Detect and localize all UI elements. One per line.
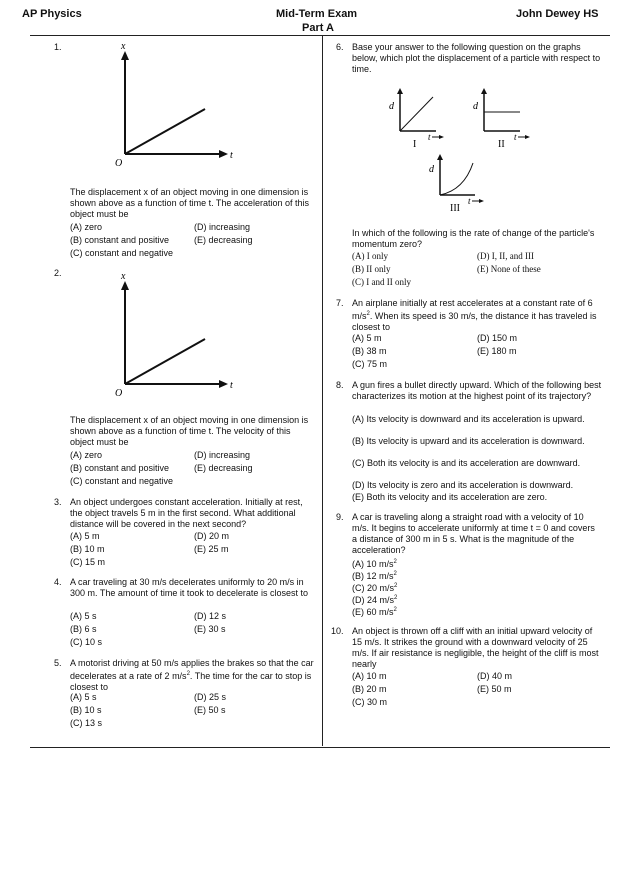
arrow-right-icon [219,150,228,158]
q9-option-a[interactable]: (A) 10 $m/s^2$ [352,559,397,569]
q7-option-e[interactable]: (E) 180 m [477,346,517,356]
q7-option-a[interactable]: (A) 5 m [352,333,382,343]
q6-option-c[interactable]: (C) I and II only [352,277,411,287]
q8-option-b[interactable]: (B) Its velocity is upward and its acceleration is downward. [352,436,585,446]
q8-text: A gun fires a bullet directly upward. Which of the following best characterizes its motion at the highest point of its trajectory? [352,380,602,401]
graph-label-iii: III [450,203,460,214]
q6-graphs [380,80,550,215]
q9-number: 9. [336,512,344,522]
q4-number: 4. [54,577,62,587]
q7-number: 7. [336,298,344,308]
q9-option-c[interactable]: (C) 20 $m/s^2$ [352,583,398,593]
q7-option-b[interactable]: (B) 38 m [352,346,387,356]
origin-label: O [115,388,123,397]
axis-label-t: t [428,132,431,142]
q4-option-e[interactable]: (E) 30 s [194,624,226,634]
q3-option-c[interactable]: (C) 15 m [70,557,106,567]
origin-label: O [115,158,123,167]
q10-option-e[interactable]: (E) 50 m [477,684,512,694]
q3-number: 3. [54,497,62,507]
q5-option-a[interactable]: (A) 5 s [70,692,97,702]
q2-text: The displacement x of an object moving in one dimension is shown above as a function of time t. The velocity of this object must be [70,415,309,447]
q9-option-b[interactable]: (B) 12 $m/s^2$ [352,571,397,581]
q1-option-d[interactable]: (D) increasing [194,222,251,232]
graph-label-i: I [413,139,417,150]
q1-number: 1. [54,42,62,52]
arrow-up-icon [397,88,403,94]
axis-label-d: d [473,101,478,112]
q5-option-b[interactable]: (B) 10 s [70,705,102,715]
exam-title: Mid-Term Exam [276,8,358,20]
q3-option-d[interactable]: (D) 20 m [194,531,230,541]
q8-number: 8. [336,380,344,390]
q2-option-c[interactable]: (C) constant and negative [70,476,174,486]
q6-text: In which of the following is the rate of change of the particle's momentum zero? [352,228,595,249]
q4-text: A car traveling at 30 m/s decelerates uniformly to 20 m/s in 300 m. The amount of time it took to decelerate is closest to [70,577,308,598]
q7-text: An airplane initially at rest accelerates at a constant rate of 6 $m/s^2$. When its speed is 30 m/s, the distance it has traveled is closest to [352,298,597,332]
q5-option-d[interactable]: (D) 25 s [194,692,227,702]
axis-label-t: t [230,150,233,161]
q6-option-e[interactable]: (E) None of these [477,264,541,274]
q4-option-c[interactable]: (C) 10 s [70,637,103,647]
q10-option-b[interactable]: (B) 20 m [352,684,387,694]
q8-option-c[interactable]: (C) Both its velocity is and its acceleration are downward. [352,458,581,468]
arrow-right-icon [439,135,444,139]
arrow-up-icon [121,281,129,290]
graph-ii [473,88,530,150]
school-name: John Dewey HS [516,8,599,20]
q9-option-e[interactable]: (E) 60 $m/s^2$ [352,607,397,617]
q5-text: A motorist driving at 50 m/s applies the brakes so that the car decelerates at a rate of 2 $m/s^2$. The time for the car to stop is closest to [70,658,314,692]
graph-iii [429,154,484,214]
q9-option-d[interactable]: (D) 24 $m/s^2$ [352,595,398,605]
q3-option-b[interactable]: (B) 10 m [70,544,105,554]
q7-option-d[interactable]: (D) 150 m [477,333,518,343]
graph-i [389,88,444,150]
footer-rule [30,747,610,748]
axis-label-x: x [121,272,126,282]
q4-option-d[interactable]: (D) 12 s [194,611,227,621]
q10-option-c[interactable]: (C) 30 m [352,697,388,707]
q6-option-d[interactable]: (D) I, II, and III [477,251,534,261]
axis-label-d: d [389,101,394,112]
q1-option-a[interactable]: (A) zero [70,222,103,232]
q10-text: An object is thrown off a cliff with an initial upward velocity of 15 m/s. It strikes the ground with a downward velocity of 25 m/s. If air resistance is negligible, the height of the cliff is most nearly [352,626,599,669]
arrow-right-icon [479,199,484,203]
column-divider [322,36,323,746]
q7-option-c[interactable]: (C) 75 m [352,359,388,369]
q9-text: A car is traveling along a straight road with a velocity of 10 m/s. It begins to accelerate uniformly at time t = 0 and covers a distance of 300 m in 5 s. What is the magnitude of the acceleration? [352,512,595,555]
q1-option-c[interactable]: (C) constant and negative [70,248,174,258]
q2-graph [108,272,238,397]
q2-option-e[interactable]: (E) decreasing [194,463,253,473]
q4-option-a[interactable]: (A) 5 s [70,611,97,621]
part-label: Part A [302,22,334,34]
graph-label-ii: II [498,139,505,150]
q2-option-a[interactable]: (A) zero [70,450,103,460]
q8-option-a[interactable]: (A) Its velocity is downward and its acceleration is upward. [352,414,585,424]
arrow-right-icon [219,380,228,388]
axis-label-d: d [429,164,434,175]
q2-number: 2. [54,268,62,278]
arrow-up-icon [437,154,443,160]
q8-option-d[interactable]: (D) Its velocity is zero and its acceleration is downward. [352,480,574,490]
q3-text: An object undergoes constant acceleration. Initially at rest, the object travels 5 m in the first second. What additional distance will be covered in the next second? [70,497,303,529]
q2-option-b[interactable]: (B) constant and positive [70,463,170,473]
q6-option-b[interactable]: (B) II only [352,264,391,274]
q4-option-b[interactable]: (B) 6 s [70,624,97,634]
q10-option-a[interactable]: (A) 10 m [352,671,387,681]
axis-label-t: t [514,132,517,142]
axis-label-x: x [121,42,126,52]
course-title: AP Physics [22,8,82,20]
q1-graph [108,42,238,167]
q5-option-e[interactable]: (E) 50 s [194,705,226,715]
axis-label-t: t [468,196,471,206]
q1-option-b[interactable]: (B) constant and positive [70,235,170,245]
arrow-right-icon [525,135,530,139]
q6-number: 6. [336,42,344,52]
q10-number: 10. [331,626,344,636]
arrow-up-icon [121,51,129,60]
arrow-up-icon [481,88,487,94]
q10-option-d[interactable]: (D) 40 m [477,671,513,681]
q6-option-a[interactable]: (A) I only [352,251,388,261]
q8-option-e[interactable]: (E) Both its velocity and its acceleration are zero. [352,492,548,502]
q5-option-c[interactable]: (C) 13 s [70,718,103,728]
q6-intro: Base your answer to the following question on the graphs below, which plot the displacement of a particle with respect to time. [352,42,601,74]
q3-option-e[interactable]: (E) 25 m [194,544,229,554]
q2-option-d[interactable]: (D) increasing [194,450,251,460]
axis-label-t: t [230,380,233,391]
header-rule [30,35,610,36]
q5-number: 5. [54,658,62,668]
q1-option-e[interactable]: (E) decreasing [194,235,253,245]
q1-text: The displacement x of an object moving in one dimension is shown above as a function of time t. The acceleration of this object must be [70,187,309,219]
q3-option-a[interactable]: (A) 5 m [70,531,100,541]
